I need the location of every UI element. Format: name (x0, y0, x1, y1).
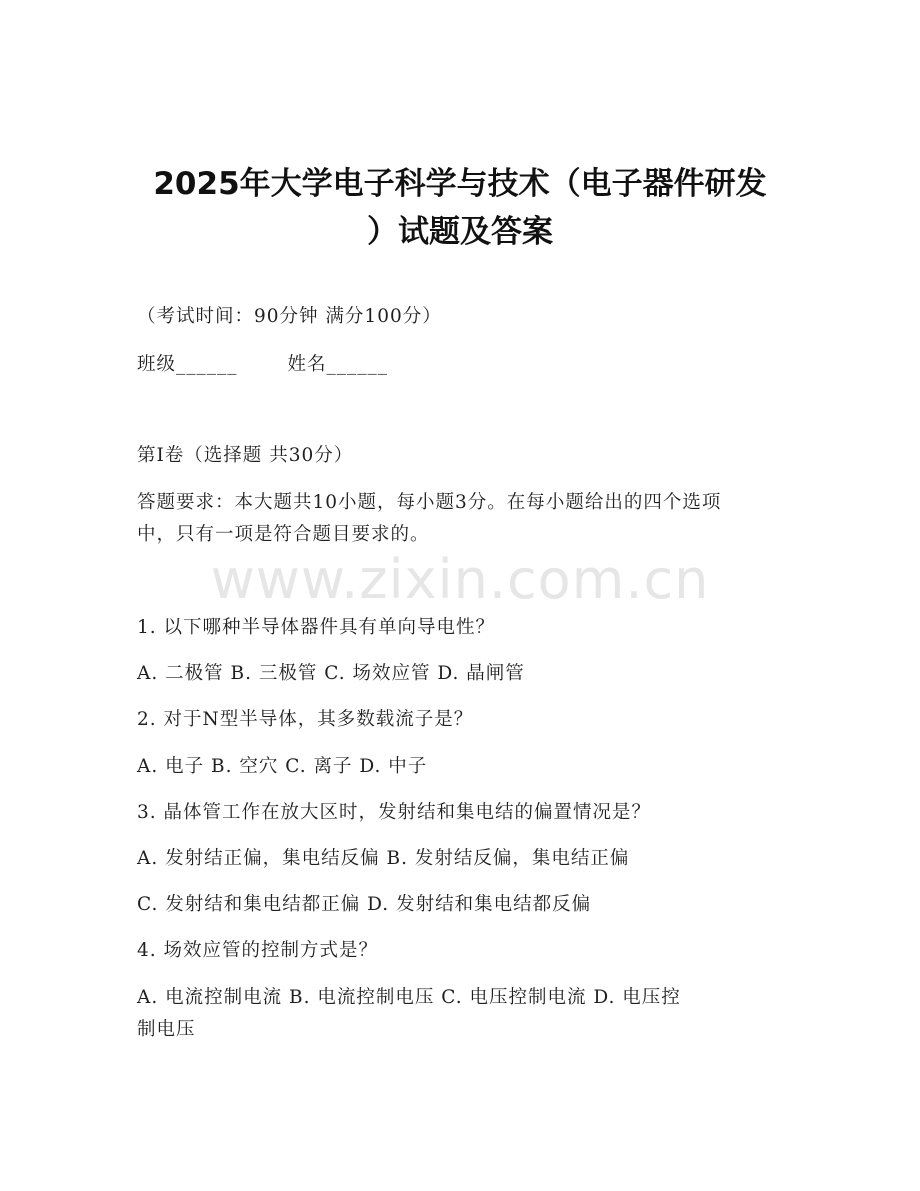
name-field: 姓名______ (287, 354, 389, 375)
instructions-line-1: 答题要求：本大题共10小题，每小题3分。在每小题给出的四个选项 (137, 492, 722, 513)
question-3-options-line-2: C. 发射结和集电结都正偏 D. 发射结和集电结都反偏 (137, 894, 592, 915)
question-3-stem: 3. 晶体管工作在放大区时，发射结和集电结的偏置情况是？ (137, 802, 652, 823)
question-2-stem: 2. 对于N型半导体，其多数载流子是？ (137, 709, 474, 730)
question-1-options: A. 二极管 B. 三极管 C. 场效应管 D. 晶闸管 (137, 663, 525, 684)
exam-info: （考试时间：90分钟 满分100分） (137, 306, 442, 327)
question-4-options-line-1: A. 电流控制电流 B. 电流控制电压 C. 电压控制电流 D. 电压控 (137, 987, 681, 1008)
class-field: 班级______ (137, 354, 238, 375)
section-heading: 第I卷（选择题 共30分） (137, 445, 354, 466)
question-3-options-line-1: A. 发射结正偏，集电结反偏 B. 发射结反偏，集电结正偏 (137, 848, 630, 869)
student-info-row (137, 350, 388, 376)
question-4-stem: 4. 场效应管的控制方式是？ (137, 940, 379, 961)
question-4-options-line-2: 制电压 (137, 1019, 196, 1040)
document-title-line-1: 2025年大学电子科学与技术（电子器件研发 (153, 166, 767, 202)
document-title-line-2: ）试题及答案 (367, 214, 553, 250)
watermark: www.zixin.com.cn (210, 548, 710, 611)
question-1-stem: 1. 以下哪种半导体器件具有单向导电性？ (137, 617, 496, 638)
question-2-options: A. 电子 B. 空穴 C. 离子 D. 中子 (137, 756, 428, 777)
instructions-line-2: 中，只有一项是符合题目要求的。 (137, 524, 430, 545)
